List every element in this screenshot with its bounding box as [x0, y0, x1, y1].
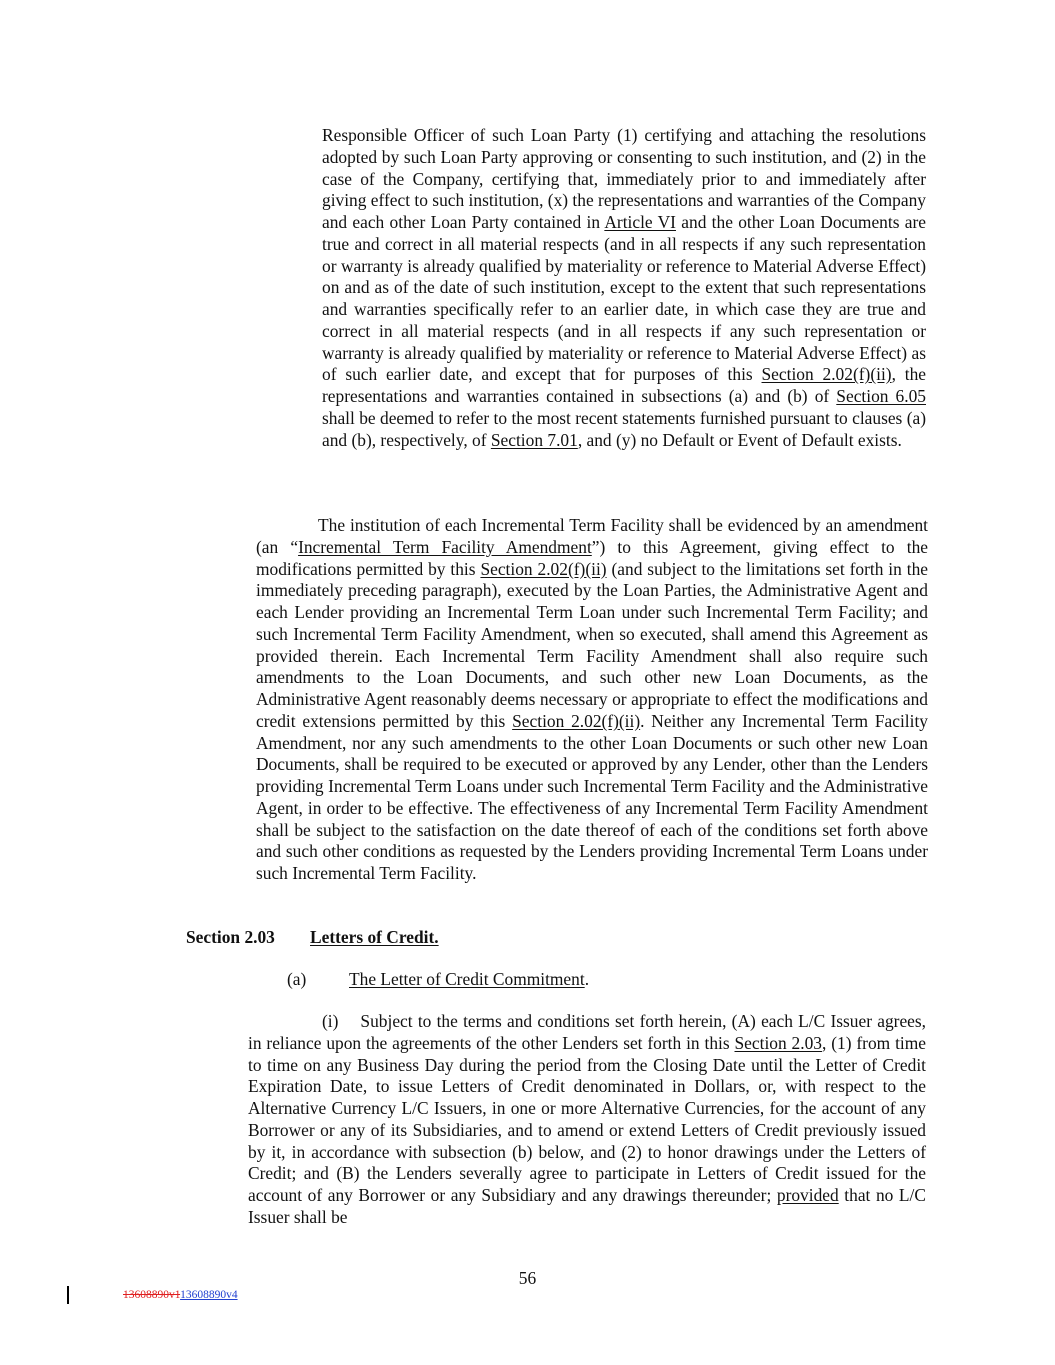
text-run: , (1) from time to time on any Business Day during the period from the Closing Date until the Letter of Credit Expiration Date, to issue Letters of Credit denominated in Dollars, or, with respect to the Alternative Currency L/C Issuers, in one or more Alternative Currencies, for the account of any Borrower or any of its Subsidiaries, and to amend or extend Letters of Credit previously issued by it, in accordance with subsection (b) below, and (2) to honor drawings under the Letters of Credit; and (B) the Lenders severally agree to participate in Letters of Credit issued for the account of any Borrower or any Subsidiary and any drawings thereunder; — [248, 1032, 926, 1205]
subsection-title-period: . — [584, 969, 590, 989]
document-id-old: 13608890v1 — [123, 1289, 181, 1301]
section-title: Letters of Credit. — [310, 927, 439, 947]
text-run: (and subject to the limitations set forth in the immediately preceding paragraph), executed by the Loan Parties, the Administrative Agent and each Lender providing an Incremental Term Loan under such Incremental Term Facility; and such Incremental Term Facility Amendment, when so executed, shall amend this Agreement as provided therein. Each Incremental Term Facility Amendment shall also require such amendments to the Loan Documents, and such other new Loan Documents, as the Administrative Agent reasonably deems necessary or appropriate to effect the modifications and credit extensions permitted by this — [256, 558, 928, 731]
page-number: 56 — [518, 1268, 537, 1288]
paragraph-incremental-term-facility-amendment — [256, 515, 928, 885]
paragraph-letter-of-credit-commitment — [248, 1011, 926, 1229]
change-bar — [67, 1286, 69, 1304]
document-id — [123, 1288, 238, 1302]
section-2-02-f-ii-reference: Section 2.02(f)(ii) — [761, 364, 892, 385]
subsection-heading — [287, 969, 589, 991]
article-vi-reference: Article VI — [604, 212, 676, 232]
text-run: shall be deemed to refer to the most recent statements furnished pursuant to clauses (a) and (b), respectively, of — [322, 407, 926, 450]
section-2-02-f-ii-reference: Section 2.02(f)(ii) — [480, 558, 607, 579]
subsection-label: (a) — [287, 969, 307, 989]
text-run: Responsible Officer of such Loan Party (1) certifying and attaching the resolutions adopted by such Loan Party approving or consenting to such institution, and (2) in the case of the Company, certifying that, immediately prior to and immediately after giving effect to such institution, (x) the representations and warranties of the Company and each other Loan Party contained in — [322, 125, 926, 232]
section-number: Section 2.03 — [186, 927, 275, 947]
text-run: that no L/C Issuer shall be — [248, 1185, 926, 1227]
clause-label: (i) — [322, 1011, 339, 1031]
text-run: ”) to this Agreement, giving effect to the modifications permitted by this — [256, 536, 928, 579]
defined-term-incremental-term-facility-amendment: Incremental Term Facility Amendment — [298, 536, 592, 557]
text-run: , and (y) no Default or Event of Default exists. — [577, 429, 902, 450]
paragraph-officer-certificate — [322, 125, 926, 451]
text-run: . Neither any Incremental Term Facility Amendment, nor any such amendments to the other Loan Documents or such other new Loan Documents, shall be required to be executed or approved by any Lender, other than the Lenders providing Incremental Term Loans under such Incremental Term Facility and the Administrative Agent, in order to be effective. The effectiveness of any Incremental Term Facility Amendment shall be subject to the satisfaction on the date thereof of each of the conditions set forth above and such other conditions as requested by the Lenders providing Incremental Term Loans under such Incremental Term Facility. — [256, 710, 928, 883]
text-run: , the representations and warranties contained in subsections (a) and (b) of — [322, 364, 927, 406]
section-2-03-reference: Section 2.03 — [734, 1032, 822, 1053]
section-heading — [186, 927, 439, 949]
text-run: Subject to the terms and conditions set forth herein, (A) each L/C Issuer agrees, in reliance upon the agreements of the other Lenders set forth in this — [248, 1011, 926, 1053]
text-run: The institution of each Incremental Term Facility shall be evidenced by an amendment (an “ — [256, 515, 928, 557]
section-6-05-reference: Section 6.05 — [836, 386, 926, 406]
section-2-02-f-ii-reference: Section 2.02(f)(ii) — [512, 710, 641, 731]
document-id-new: 13608890v4 — [180, 1289, 238, 1301]
provided-term: provided — [776, 1185, 839, 1205]
section-7-01-reference: Section 7.01 — [490, 429, 578, 450]
subsection-title: The Letter of Credit Commitment — [349, 969, 585, 989]
text-run: and the other Loan Documents are true and correct in all material respects (and in all respects if any such representation or warranty is already qualified by materiality or reference to Material Adverse Effect) on and as of the date of such institution, except to the extent that such representations and warranties specifically refer to an earlier date, in which case they are true and correct in all material respects (and in all respects if any such representation or warranty is already qualified by materiality or reference to Material Adverse Effect) as of such earlier date, and except that for purposes of this — [322, 212, 926, 385]
